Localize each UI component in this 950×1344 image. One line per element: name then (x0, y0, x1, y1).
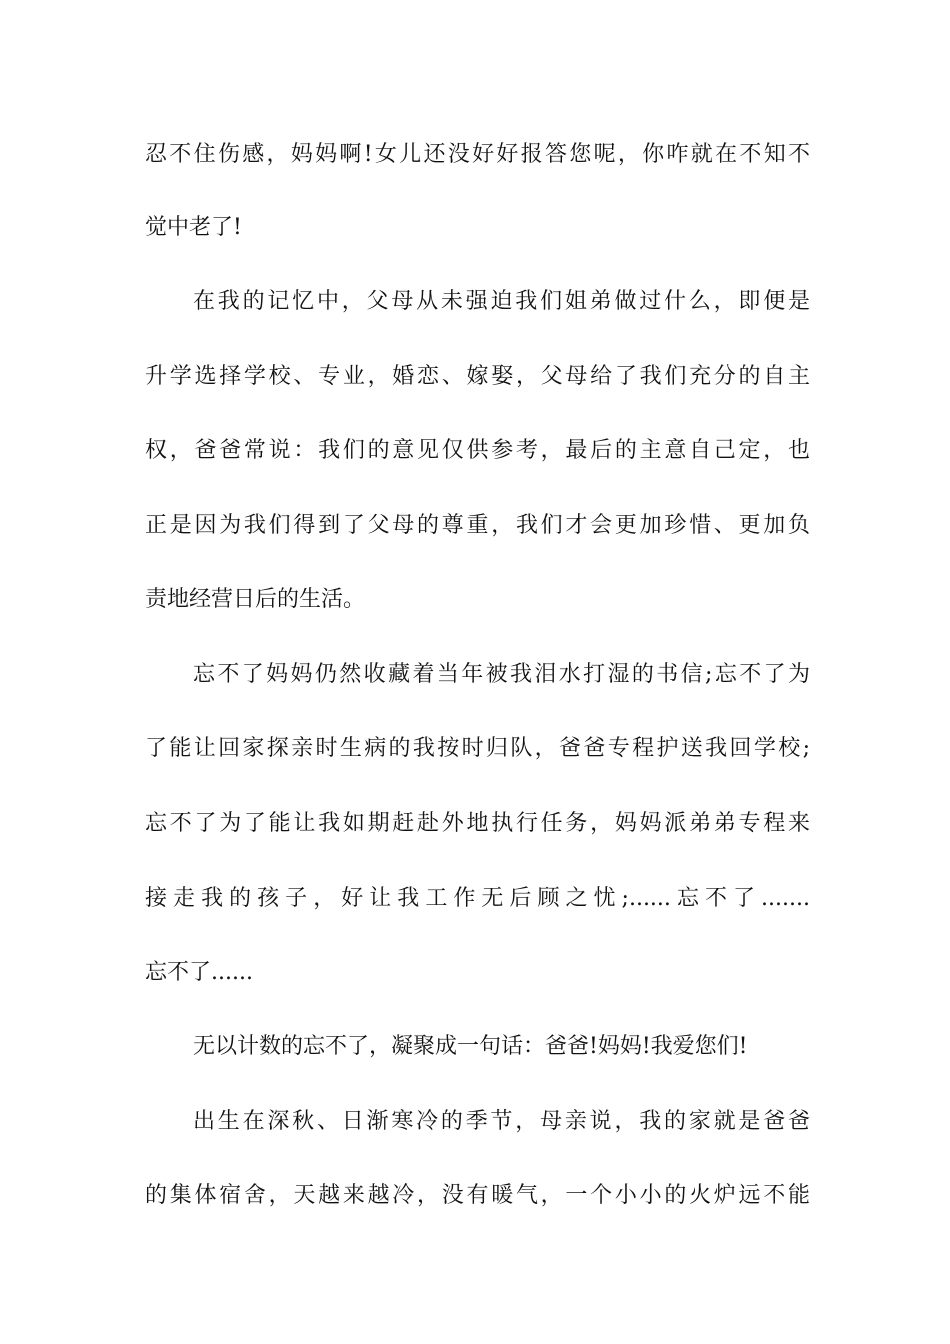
paragraph-line: 忍不住伤感，妈妈啊!女儿还没好好报答您呢，你咋就在不知不 (145, 142, 810, 167)
paragraph-line: 正是因为我们得到了父母的尊重，我们才会更加珍惜、更加负 (145, 513, 810, 538)
paragraph-line: 的集体宿舍，天越来越冷，没有暖气，一个小小的火炉远不能 (145, 1183, 810, 1208)
paragraph-line: 忘不了...... (145, 960, 253, 985)
paragraph-line: 出生在深秋、日渐寒冷的季节，母亲说，我的家就是爸爸 (193, 1109, 810, 1134)
paragraph-line: 权，爸爸常说：我们的意见仅供参考，最后的主意自己定，也 (145, 438, 810, 463)
paragraph-line: 在我的记忆中，父母从未强迫我们姐弟做过什么，即便是 (193, 289, 810, 314)
paragraph-line: 觉中老了! (145, 215, 242, 240)
paragraph-line: 接走我的孩子，好让我工作无后顾之忧;......忘不了....... (145, 886, 810, 911)
paragraph-line: 忘不了为了能让我如期赶赴外地执行任务，妈妈派弟弟专程来 (145, 811, 810, 836)
paragraph-line: 无以计数的忘不了，凝聚成一句话：爸爸!妈妈!我爱您们! (193, 1034, 748, 1059)
paragraph-line: 忘不了妈妈仍然收藏着当年被我泪水打湿的书信;忘不了为 (193, 662, 810, 687)
paragraph-line: 责地经营日后的生活。 (145, 587, 366, 612)
paragraph-line: 升学选择学校、专业，婚恋、嫁娶，父母给了我们充分的自主 (145, 364, 810, 389)
paragraph-line: 了能让回家探亲时生病的我按时归队，爸爸专程护送我回学校; (145, 736, 810, 761)
